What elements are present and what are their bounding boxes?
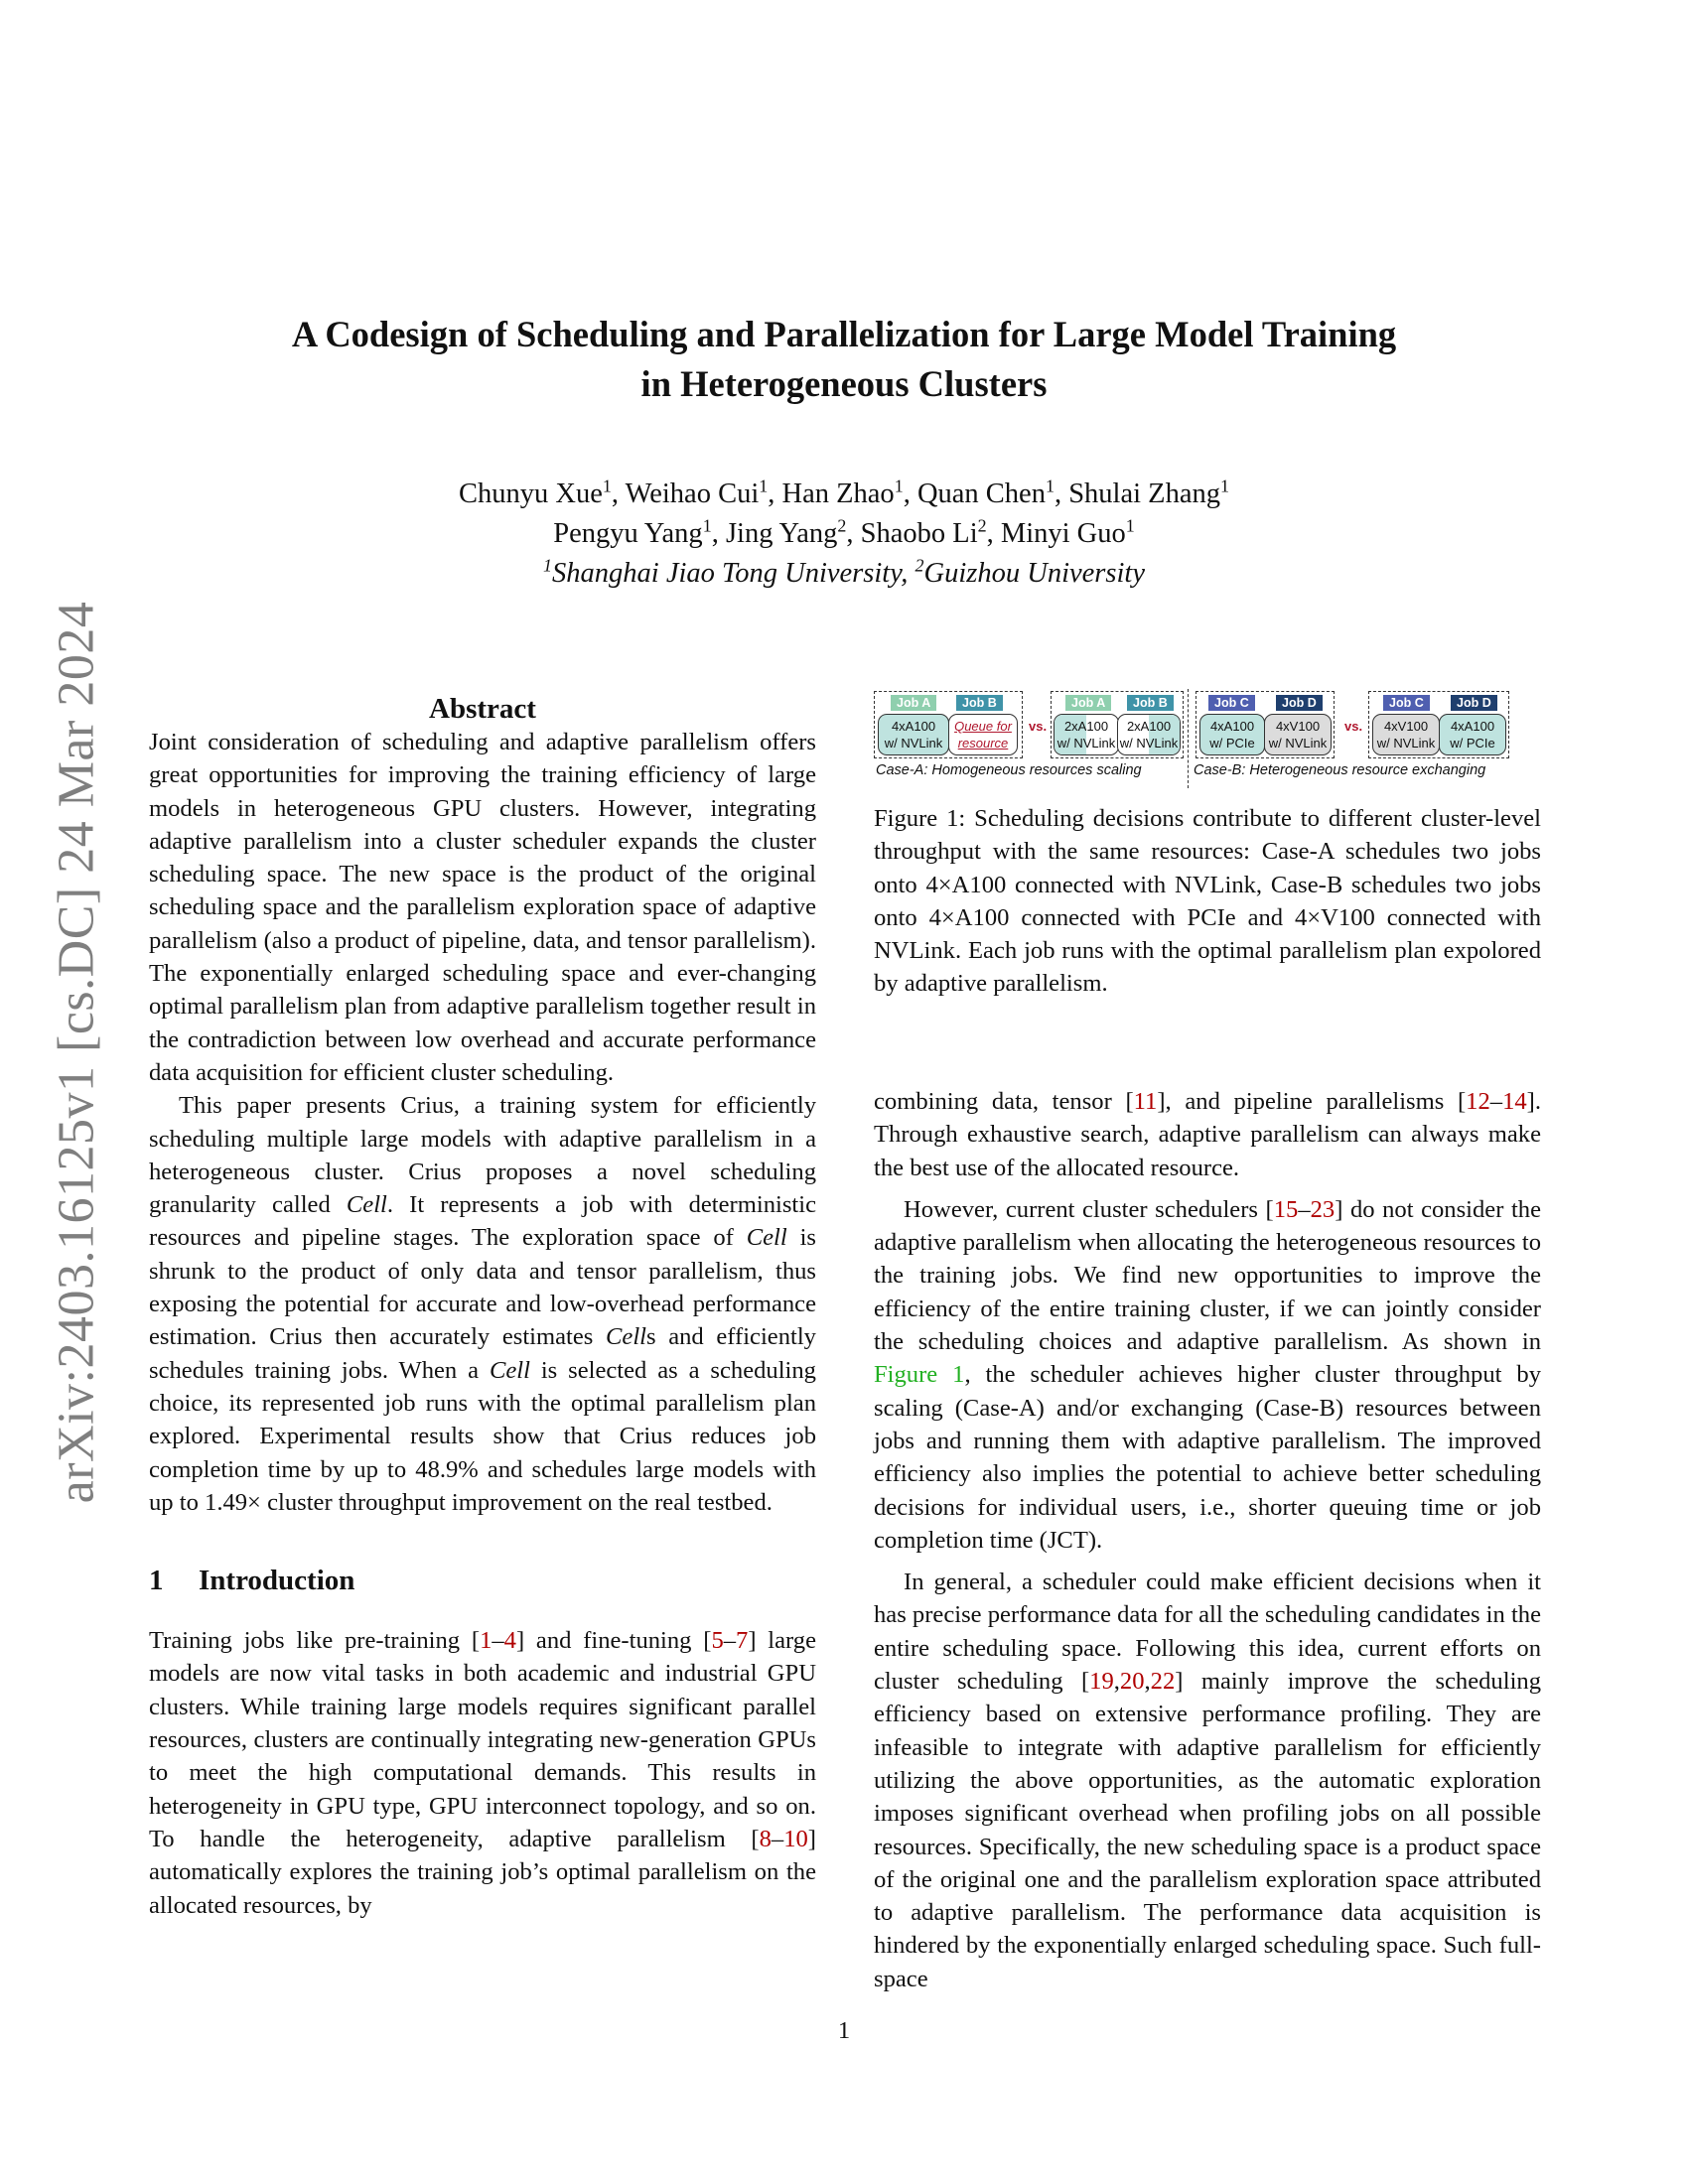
job-b-tag: Job B xyxy=(956,695,1003,711)
interconnect-label: w/ PCIe xyxy=(1450,736,1495,751)
interconnect-label: w/ NVLink xyxy=(1376,736,1436,751)
intro-paragraph-2: However, current cluster schedulers [15–23] do not consider the adaptive parallelism when allocating the heterogeneous resources to the training jobs. We find new opportunities to improve the efficiency of the entire training cluster, if we can jointly consider the scheduling choices and adaptive parallelism. As shown in Figure 1, the scheduler achieves higher cluster throughput by scaling (Case-A) and/or exchanging (Case-B) resources between jobs and running them with adaptive parallelism. The improved efficiency also implies the potential to achieve better scheduling decisions for individual users, i.e., shorter queuing time or job completion time (JCT). xyxy=(874,1195,1542,1554)
case-b-option-1 xyxy=(1196,691,1335,758)
citation-link[interactable]: 19 xyxy=(1089,1668,1114,1696)
author: Weihao Cui xyxy=(625,478,760,509)
resource-box-4xa100-pcie xyxy=(1199,714,1265,755)
author-affiliation-mark: 2 xyxy=(837,515,847,536)
section-number: 1 xyxy=(149,1565,164,1597)
term-cell: Cell xyxy=(746,1224,787,1252)
right-column xyxy=(874,1085,1541,1995)
figure-1-diagram xyxy=(872,689,1547,788)
resource-box-2xa100-nvlink xyxy=(1117,714,1181,755)
gpu-label: 4xA100 xyxy=(1450,719,1495,734)
job-c-tag: Job C xyxy=(1208,695,1255,711)
intro-paragraph-1-continued: combining data, tensor [11], and pipeline parallelisms [12–14]. Through exhaustive search, adaptive parallelism can always make the best use of the allocated resource. xyxy=(874,1088,1541,1181)
author: Chunyu Xue xyxy=(459,478,603,509)
gpu-label: 4xV100 xyxy=(1383,719,1429,734)
gpu-label: 4xV100 xyxy=(1275,719,1321,734)
term-cell: Cell xyxy=(346,1191,387,1219)
gpu-label: 4xA100 xyxy=(891,719,936,734)
left-column xyxy=(149,689,816,1922)
job-c-tag: Job C xyxy=(1383,695,1430,711)
affiliations xyxy=(149,554,1539,594)
citation-link[interactable]: 5 xyxy=(711,1627,724,1655)
gpu-label: 4xA100 xyxy=(1209,719,1255,734)
term-cell: Cell xyxy=(606,1323,646,1351)
figure-1-caption: Figure 1: Scheduling decisions contribute to different cluster-level throughput with the same resources: Case-A schedules two jobs onto 4×A100 connected with NVLink, Case-B schedules two jobs onto 4×A100 connected with PCIe and 4×V100 connected with NVLink. Each job runs with the optimal parallelism plan expolored by adaptive parallelism. xyxy=(874,805,1541,998)
author-block xyxy=(149,475,1539,594)
interconnect-label: w/ PCIe xyxy=(1209,736,1255,751)
author: Shaobo Li xyxy=(860,518,978,549)
citation-link[interactable]: 1 xyxy=(480,1627,492,1655)
interconnect-label: w/ NVLink xyxy=(884,736,943,751)
resource-box-4xv100-nvlink xyxy=(1372,714,1440,755)
author: Han Zhao xyxy=(781,478,895,509)
author-affiliation-mark: 1 xyxy=(759,476,769,496)
citation-link[interactable]: 7 xyxy=(736,1627,749,1655)
job-d-tag: Job D xyxy=(1276,695,1323,711)
arxiv-id-text: arXiv:2403.16125v1 [cs.DC] 24 Mar 2024 xyxy=(48,601,105,1504)
title-line-1: A Codesign of Scheduling and Parallelization for Large Model Training xyxy=(291,314,1397,354)
abstract-paragraph-1: Joint consideration of scheduling and adaptive parallelism offers great opportunities for improving the training efficiency of large models in heterogeneous GPU clusters. However, integrating adaptive parallelism into a cluster scheduler expands the cluster scheduling space. The new space is the product of the original scheduling space and the parallelism exploration space of adaptive parallelism (also a product of pipeline, data, and tensor parallelism). The exponentially enlarged scheduling space and ever-changing optimal parallelism plan from adaptive parallelism together result in the contradiction between low overhead and accurate performance data acquisition for efficient cluster scheduling. xyxy=(149,729,816,1086)
authors-line-2: Pengyu Yang$^1$, Jing Yang$^2$, Shaobo Li$^2$, Minyi Guo$^1$ xyxy=(553,515,1135,549)
interconnect-label: w/ NVLink xyxy=(1119,736,1179,751)
affiliation-number: 2 xyxy=(914,555,924,576)
author-affiliation-mark: 1 xyxy=(894,476,904,496)
case-b-option-2 xyxy=(1368,691,1509,758)
queue-label: Queue for xyxy=(954,719,1012,734)
resource-box-4xv100-nvlink xyxy=(1264,714,1332,755)
case-divider xyxy=(1188,689,1189,788)
authors-line-1: Chunyu Xue$^1$, Weihao Cui$^1$, Han Zhao$^1$, Quan Chen$^1$, Shulai Zhang$^1$ xyxy=(459,476,1229,509)
citation-link[interactable]: 20 xyxy=(1119,1668,1145,1696)
author: Jing Yang xyxy=(725,518,838,549)
intro-paragraph-3: In general, a scheduler could make efficient decisions when it has precise performance data for all the scheduling candidates in the entire scheduling space. Following this idea, current efforts on cluster scheduling [19,20,22] mainly improve the scheduling efficiency based on extensive performance profiling. They are infeasible to integrate with adaptive parallelism for efficiently utilizing the above opportunities, as the automatic exploration imposes significant overhead when profiling jobs on all possible resources. Specifically, the new scheduling space is a product space of the original one and the parallelism exploration space attributed to adaptive parallelism. The performance data acquisition is hindered by the exponentially enlarged scheduling space. Such full-space xyxy=(874,1569,1541,1992)
abstract-heading: Abstract xyxy=(429,693,536,725)
case-a-option-2 xyxy=(1051,691,1184,758)
job-b-tag: Job B xyxy=(1127,695,1174,711)
job-a-tag: Job A xyxy=(891,695,936,711)
author-affiliation-mark: 1 xyxy=(702,515,712,536)
gpu-label: 2xA100 xyxy=(1126,719,1172,734)
author: Minyi Guo xyxy=(1000,518,1126,549)
citation-link[interactable]: 22 xyxy=(1150,1668,1176,1696)
citation-link[interactable]: 23 xyxy=(1310,1195,1336,1223)
citation-link[interactable]: 8 xyxy=(759,1825,772,1852)
term-cell: Cell xyxy=(489,1356,530,1384)
abstract-paragraph-2: This paper presents Crius, a training system for efficiently scheduling multiple large models with adaptive parallelism in a heterogeneous cluster. Crius proposes a novel scheduling granularity called Cell. It represents a job with deterministic resources and pipeline stages. The exploration space of Cell is shrunk to the product of only data and tensor parallelism, thus exposing the potential for accurate and low-overhead performance estimation. Crius then accurately estimates Cells and efficiently schedules training jobs. When a Cell is selected as a scheduling choice, its represented job runs with the optimal parallelism plan explored. Experimental results show that Crius reduces job completion time by up to 48.9% and schedules large models with up to 1.49× cluster throughput improvement on the real testbed. xyxy=(149,1092,816,1516)
vs-label: vs. xyxy=(1029,719,1048,734)
affiliation-name: Shanghai Jiao Tong University, xyxy=(552,558,909,589)
vs-label: vs. xyxy=(1344,719,1363,734)
author: Shulai Zhang xyxy=(1068,478,1220,509)
resource-box-4xa100-nvlink xyxy=(878,714,949,755)
resource-box-2xa100-nvlink xyxy=(1054,714,1119,755)
title-line-2: in Heterogeneous Clusters xyxy=(640,363,1048,404)
gpu-label: 2xA100 xyxy=(1063,719,1109,734)
figure-1-link[interactable]: Figure 1 xyxy=(874,1361,965,1389)
queue-box xyxy=(948,714,1018,755)
citation-link[interactable]: 10 xyxy=(783,1825,808,1852)
author-affiliation-mark: 1 xyxy=(1045,476,1055,496)
author-affiliation-mark: 2 xyxy=(977,515,987,536)
author: Pengyu Yang xyxy=(553,518,703,549)
citation-link[interactable]: 12 xyxy=(1466,1088,1490,1115)
affiliation-name: Guizhou University xyxy=(923,558,1145,589)
case-b-label: Case-B: Heterogeneous resource exchanging xyxy=(1194,762,1486,778)
arxiv-stamp xyxy=(42,556,111,1549)
case-a-option-1 xyxy=(874,691,1023,758)
citation-link[interactable]: 14 xyxy=(1502,1088,1527,1115)
job-a-tag: Job A xyxy=(1065,695,1111,711)
queue-label: resource xyxy=(957,736,1009,751)
author-affiliation-mark: 1 xyxy=(1219,476,1229,496)
paper-title xyxy=(149,310,1539,409)
section-title: Introduction xyxy=(199,1565,355,1597)
citation-link[interactable]: 11 xyxy=(1133,1088,1158,1115)
interconnect-label: w/ NVLink xyxy=(1056,736,1116,751)
author: Quan Chen xyxy=(916,478,1046,509)
citation-link[interactable]: 15 xyxy=(1273,1195,1299,1223)
resource-box-4xa100-pcie xyxy=(1439,714,1506,755)
page-number: 1 xyxy=(837,2017,851,2044)
author-affiliation-mark: 1 xyxy=(1125,515,1135,536)
interconnect-label: w/ NVLink xyxy=(1268,736,1328,751)
citation-link[interactable]: 4 xyxy=(503,1627,516,1655)
intro-paragraph-1: Training jobs like pre-training [1–4] and fine-tuning [5–7] large models are now vital tasks in both academic and industrial GPU clusters. While training large models requires significant parallel resources, clusters are continually integrating new-generation GPUs to meet the high computational demands. This results in heterogeneity in GPU type, GPU interconnect topology, and so on. To handle the heterogeneity, adaptive parallelism [8–10] automatically explores the training job’s optimal parallelism on the allocated resources, by xyxy=(149,1627,816,1919)
author-affiliation-mark: 1 xyxy=(602,476,612,496)
affiliation-number: 1 xyxy=(543,555,553,576)
section-heading-introduction xyxy=(149,1561,816,1600)
job-d-tag: Job D xyxy=(1451,695,1497,711)
case-a-label: Case-A: Homogeneous resources scaling xyxy=(876,762,1142,778)
